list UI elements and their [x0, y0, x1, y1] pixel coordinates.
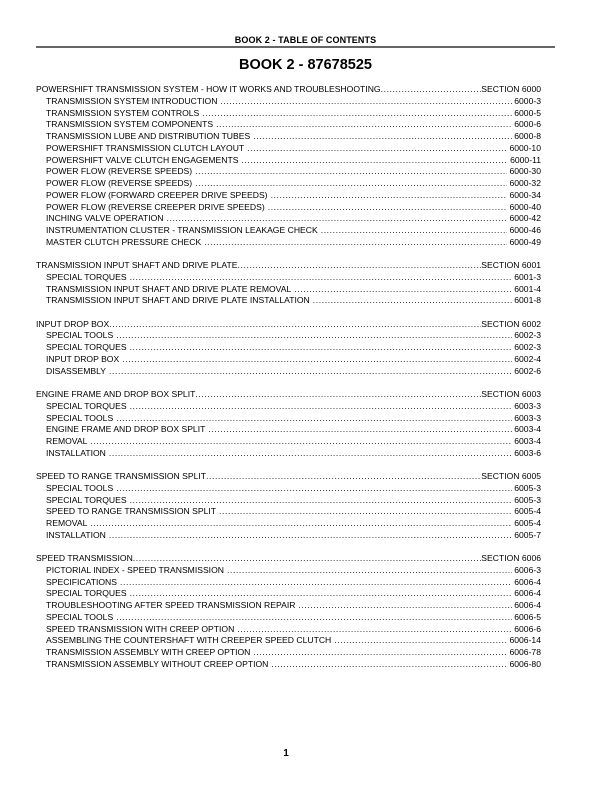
- section-ref: SECTION 6000: [481, 84, 541, 94]
- entry-page: 6000-49: [509, 236, 541, 247]
- section-ref: SECTION 6006: [481, 553, 541, 564]
- toc-entry[interactable]: [36, 284, 541, 296]
- dot-leader: [166, 213, 507, 225]
- dot-leader: [133, 553, 482, 565]
- entry-title: POWER FLOW (REVERSE SPEEDS): [46, 166, 193, 177]
- entry-page: 6003-4: [514, 424, 541, 435]
- toc-entry[interactable]: [36, 330, 541, 342]
- toc-section: [36, 84, 541, 249]
- entry-page: 6002-6: [514, 365, 541, 376]
- entry-title: SPECIFICATIONS: [46, 576, 117, 587]
- entry-title: SPECIAL TOOLS: [46, 412, 114, 423]
- entry-title: INCHING VALVE OPERATION: [46, 213, 164, 224]
- dot-leader: [321, 225, 508, 237]
- toc-entry[interactable]: [36, 401, 541, 413]
- entry-page: 6000-46: [509, 225, 541, 235]
- page-number: 1: [283, 748, 289, 759]
- toc-entry[interactable]: [36, 225, 541, 237]
- entry-title: INPUT DROP BOX: [46, 353, 120, 364]
- toc-section-heading[interactable]: [36, 553, 541, 565]
- dot-leader: [116, 483, 512, 495]
- entry-page: 6000-34: [509, 189, 541, 200]
- dot-leader: [313, 295, 512, 307]
- entry-title: POWER FLOW (REVERSE SPEEDS): [46, 178, 193, 188]
- toc-entry[interactable]: [36, 272, 541, 284]
- entry-title: SPECIAL TOOLS: [46, 482, 114, 493]
- toc-entry[interactable]: [36, 647, 541, 659]
- entry-title: TRANSMISSION SYSTEM INTRODUCTION: [46, 95, 218, 106]
- toc-section: [36, 319, 541, 378]
- toc-entry[interactable]: [36, 506, 541, 518]
- dot-leader: [208, 424, 512, 436]
- dot-leader: [237, 624, 512, 636]
- toc-section-heading[interactable]: [36, 260, 541, 272]
- dot-leader: [381, 84, 482, 96]
- toc-entry[interactable]: [36, 166, 541, 178]
- dot-leader: [130, 342, 513, 354]
- entry-page: 6006-80: [509, 658, 541, 669]
- entry-title: SPECIAL TORQUES: [46, 400, 127, 411]
- toc-entry[interactable]: [36, 577, 541, 589]
- dot-leader: [298, 600, 512, 612]
- section-title: SPEED TO RANGE TRANSMISSION SPLIT: [36, 471, 207, 482]
- toc-entry[interactable]: [36, 565, 541, 577]
- dot-leader: [122, 354, 512, 366]
- dot-leader: [268, 202, 508, 214]
- section-ref: SECTION 6005: [481, 471, 541, 482]
- dot-leader: [109, 366, 512, 378]
- entry-title: POWERSHIFT TRANSMISSION CLUTCH LAYOUT: [46, 142, 245, 153]
- toc-entry[interactable]: [36, 119, 541, 131]
- entry-title: TRANSMISSION INPUT SHAFT AND DRIVE PLATE INSTALLATION: [46, 295, 310, 306]
- book-title: BOOK 2 - 87678525: [239, 57, 372, 73]
- table-of-contents: [36, 84, 541, 682]
- entry-page: 6005-4: [514, 518, 541, 529]
- entry-page: 6002-3: [514, 330, 541, 341]
- dot-leader: [109, 319, 481, 331]
- entry-title: PICTORIAL INDEX - SPEED TRANSMISSION: [46, 564, 224, 575]
- section-ref: SECTION 6003: [481, 389, 541, 400]
- toc-section: [36, 260, 541, 307]
- toc-section-heading[interactable]: [36, 389, 541, 401]
- dot-leader: [334, 635, 507, 647]
- toc-entry[interactable]: [36, 96, 541, 108]
- entry-title: INSTRUMENTATION CLUSTER - TRANSMISSION LEAKAGE CHECK: [46, 225, 318, 235]
- toc-entry[interactable]: [36, 143, 541, 155]
- dot-leader: [109, 530, 512, 542]
- entry-title: SPEED TRANSMISSION WITH CREEP OPTION: [46, 623, 235, 634]
- entry-title: TRANSMISSION ASSEMBLY WITH CREEP OPTION: [46, 647, 251, 658]
- entry-page: 6001-8: [514, 295, 541, 306]
- toc-entry[interactable]: [36, 483, 541, 495]
- entry-title: SPECIAL TORQUES: [46, 494, 127, 505]
- entry-title: INSTALLATION: [46, 529, 106, 540]
- dot-leader: [253, 647, 507, 659]
- toc-entry[interactable]: [36, 518, 541, 530]
- entry-title: REMOVAL: [46, 518, 88, 529]
- entry-page: 6006-4: [514, 588, 541, 599]
- dot-leader: [294, 284, 512, 296]
- toc-entry[interactable]: [36, 635, 541, 647]
- dot-leader: [241, 155, 508, 167]
- entry-page: 6003-3: [514, 400, 541, 411]
- toc-entry[interactable]: [36, 342, 541, 354]
- entry-title: POWER FLOW (REVERSE CREEPER DRIVE SPEEDS): [46, 201, 265, 212]
- dot-leader: [130, 495, 513, 507]
- entry-page: 6003-4: [514, 436, 541, 447]
- entry-title: MASTER CLUTCH PRESSURE CHECK: [46, 236, 202, 247]
- toc-section-heading[interactable]: [36, 471, 541, 483]
- toc-entry[interactable]: [36, 178, 541, 190]
- entry-title: TRANSMISSION SYSTEM COMPONENTS: [46, 119, 214, 130]
- section-ref: SECTION 6001: [481, 260, 541, 271]
- dot-leader: [90, 518, 512, 530]
- entry-page: 6000-6: [514, 119, 541, 130]
- entry-page: 6003-6: [514, 447, 541, 458]
- dot-leader: [271, 190, 508, 202]
- dot-leader: [130, 272, 513, 284]
- toc-entry[interactable]: [36, 413, 541, 425]
- dot-leader: [219, 506, 512, 518]
- entry-page: 6001-4: [514, 283, 541, 294]
- toc-entry[interactable]: [36, 155, 541, 167]
- section-title: TRANSMISSION INPUT SHAFT AND DRIVE PLATE: [36, 260, 238, 271]
- entry-page: 6000-40: [509, 201, 541, 212]
- toc-entry[interactable]: [36, 448, 541, 460]
- dot-leader: [220, 96, 512, 108]
- toc-entry[interactable]: [36, 190, 541, 202]
- toc-entry[interactable]: [36, 237, 541, 249]
- entry-page: 6005-3: [514, 482, 541, 493]
- entry-title: TRANSMISSION SYSTEM CONTROLS: [46, 107, 200, 118]
- toc-entry[interactable]: [36, 600, 541, 612]
- dot-leader: [271, 659, 507, 671]
- entry-title: POWER FLOW (FORWARD CREEPER DRIVE SPEEDS): [46, 189, 268, 200]
- entry-page: 6002-4: [514, 353, 541, 364]
- section-title: ENGINE FRAME AND DROP BOX SPLIT: [36, 389, 196, 400]
- dot-leader: [202, 108, 512, 120]
- dot-leader: [90, 436, 512, 448]
- entry-page: 6002-3: [514, 342, 541, 353]
- dot-leader: [130, 588, 513, 600]
- entry-page: 6005-3: [514, 494, 541, 505]
- entry-page: 6000-8: [514, 131, 541, 141]
- running-head: BOOK 2 - TABLE OF CONTENTS: [234, 35, 377, 45]
- entry-title: SPECIAL TOOLS: [46, 330, 114, 341]
- entry-title: SPECIAL TORQUES: [46, 271, 127, 282]
- entry-title: ASSEMBLING THE COUNTERSHAFT WITH CREEPER SPEED CLUTCH: [46, 635, 332, 646]
- toc-section-heading[interactable]: [36, 84, 541, 96]
- dot-leader: [195, 166, 507, 178]
- toc-entry[interactable]: [36, 213, 541, 225]
- entry-page: 6000-42: [509, 213, 541, 224]
- entry-title: REMOVAL: [46, 436, 88, 447]
- toc-entry[interactable]: [36, 354, 541, 366]
- dot-leader: [116, 612, 512, 624]
- toc-entry[interactable]: [36, 530, 541, 542]
- toc-entry[interactable]: [36, 588, 541, 600]
- dot-leader: [206, 471, 481, 483]
- toc-section: [36, 389, 541, 460]
- dot-leader: [120, 577, 512, 589]
- section-title: INPUT DROP BOX: [36, 318, 110, 329]
- dot-leader: [253, 131, 512, 143]
- entry-title: SPEED TO RANGE TRANSMISSION SPLIT: [46, 506, 217, 517]
- entry-page: 6005-7: [514, 529, 541, 540]
- entry-page: 6000-3: [514, 95, 541, 106]
- toc-entry[interactable]: [36, 424, 541, 436]
- dot-leader: [247, 143, 507, 155]
- toc-entry[interactable]: [36, 495, 541, 507]
- dot-leader: [204, 237, 507, 249]
- dot-leader: [238, 260, 482, 272]
- entry-title: POWERSHIFT VALVE CLUTCH ENGAGEMENTS: [46, 154, 239, 165]
- toc-section: [36, 553, 541, 671]
- toc-entry[interactable]: [36, 436, 541, 448]
- entry-page: 6005-4: [514, 506, 541, 517]
- entry-title: ENGINE FRAME AND DROP BOX SPLIT: [46, 424, 206, 435]
- toc-entry[interactable]: [36, 624, 541, 636]
- toc-entry[interactable]: [36, 659, 541, 671]
- entry-page: 6003-3: [514, 412, 541, 423]
- toc-entry[interactable]: [36, 108, 541, 120]
- entry-page: 6000-5: [514, 107, 541, 118]
- entry-page: 6006-6: [514, 623, 541, 634]
- toc-section: [36, 471, 541, 542]
- dot-leader: [109, 448, 512, 460]
- entry-title: SPECIAL TORQUES: [46, 588, 127, 599]
- entry-title: INSTALLATION: [46, 447, 106, 458]
- section-title: POWERSHIFT TRANSMISSION SYSTEM - HOW IT WORKS AND TROUBLESHOOTING: [36, 84, 381, 94]
- toc-entry[interactable]: [36, 202, 541, 214]
- entry-page: 6006-4: [514, 600, 541, 611]
- entry-page: 6001-3: [514, 271, 541, 282]
- dot-leader: [116, 413, 512, 425]
- entry-page: 6006-5: [514, 611, 541, 622]
- toc-section-heading[interactable]: [36, 319, 541, 331]
- entry-title: TRANSMISSION ASSEMBLY WITHOUT CREEP OPTION: [46, 658, 269, 669]
- entry-page: 6000-11: [510, 154, 541, 165]
- entry-page: 6000-32: [509, 178, 541, 188]
- toc-entry[interactable]: [36, 612, 541, 624]
- entry-title: DISASSEMBLY: [46, 365, 107, 376]
- toc-entry[interactable]: [36, 295, 541, 307]
- entry-page: 6006-14: [509, 635, 541, 646]
- dot-leader: [116, 330, 512, 342]
- section-title: SPEED TRANSMISSION: [36, 553, 133, 564]
- toc-entry[interactable]: [36, 131, 541, 143]
- entry-page: 6006-3: [514, 564, 541, 575]
- header-rule: [36, 46, 555, 48]
- dot-leader: [195, 389, 481, 401]
- entry-title: TRANSMISSION INPUT SHAFT AND DRIVE PLATE REMOVAL: [46, 283, 292, 294]
- entry-title: SPECIAL TOOLS: [46, 611, 114, 622]
- entry-page: 6006-78: [509, 647, 541, 658]
- entry-page: 6000-30: [509, 166, 541, 177]
- entry-page: 6006-4: [514, 576, 541, 587]
- dot-leader: [130, 401, 513, 413]
- dot-leader: [227, 565, 512, 577]
- dot-leader: [216, 119, 512, 131]
- entry-title: SPECIAL TORQUES: [46, 342, 127, 353]
- entry-title: TROUBLESHOOTING AFTER SPEED TRANSMISSION REPAIR: [46, 600, 296, 611]
- toc-entry[interactable]: [36, 366, 541, 378]
- section-ref: SECTION 6002: [481, 318, 541, 329]
- dot-leader: [195, 178, 507, 190]
- entry-page: 6000-10: [509, 142, 541, 153]
- entry-title: TRANSMISSION LUBE AND DISTRIBUTION TUBES: [46, 131, 251, 141]
